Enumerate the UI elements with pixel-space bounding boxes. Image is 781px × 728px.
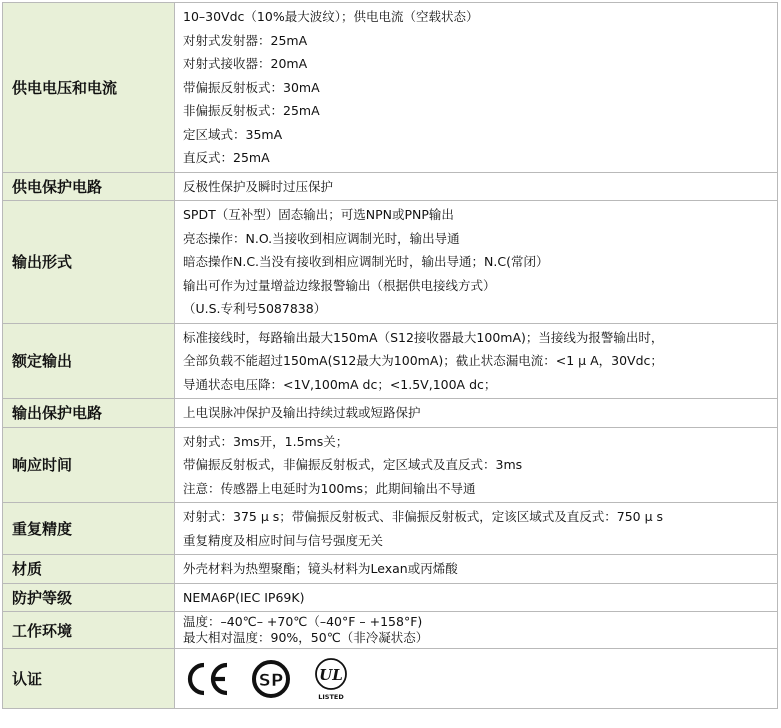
spec-value-line: 导通状态电压降：<1V,100mA dc；<1.5V,100A dc； (183, 376, 497, 392)
spec-value-line: SPDT（互补型）固态输出；可选NPN或PNP输出 (183, 207, 454, 222)
spec-value-line: 外壳材料为热塑聚酯；镜头材料为Lexan或丙烯酸 (183, 561, 458, 576)
spec-label: 重复精度 (3, 503, 175, 555)
spec-value-line: （U.S.专利号5087838） (183, 301, 327, 316)
spec-value-line: 对射式：3ms开，1.5ms关； (183, 433, 349, 449)
spec-value-line: 上电误脉冲保护及输出持续过载或短路保护 (183, 405, 421, 420)
spec-row (3, 399, 778, 428)
spec-row (3, 172, 778, 201)
spec-value (175, 503, 778, 555)
ul-listed-mark-icon (311, 655, 351, 703)
csa-mark-icon (249, 657, 293, 701)
spec-value (175, 399, 778, 428)
spec-value-line: 非偏振反射板式：25mA (183, 103, 320, 118)
spec-value (175, 427, 778, 503)
spec-label: 供电保护电路 (3, 172, 175, 201)
ul-mark-letters: UL (319, 665, 343, 684)
spec-label: 响应时间 (3, 427, 175, 503)
spec-value-line: 标准接线时，每路输出最大150mA（S12接收器最大100mA)；当接线为报警输出时， (183, 329, 664, 345)
csa-mark-letters: SP (258, 670, 284, 691)
spec-value-line: 输出可作为过量增益边缘报警输出（根据供电接线方式） (183, 277, 496, 293)
spec-table (2, 2, 778, 709)
spec-value (175, 172, 778, 201)
spec-label: 工作环境 (3, 612, 175, 649)
spec-label: 输出形式 (3, 201, 175, 324)
spec-value-line: 亮态操作：N.O.当接收到相应调制光时，输出导通 (183, 230, 460, 246)
spec-label: 材质 (3, 555, 175, 584)
spec-value (175, 555, 778, 584)
spec-table-certification (3, 649, 778, 709)
spec-value-line: 带偏振反射板式：30mA (183, 79, 320, 95)
spec-value (175, 201, 778, 324)
spec-value-line: 对射式接收器：20mA (183, 56, 308, 71)
spec-value-line: 带偏振反射板式，非偏振反射板式，定区域式及直反式：3ms (183, 457, 523, 472)
spec-value-line: 对射式发射器：25mA (183, 32, 308, 48)
spec-label: 额定输出 (3, 323, 175, 399)
spec-value-line: NEMA6P(IEC IP69K) (183, 589, 305, 605)
spec-row (3, 201, 778, 324)
spec-value-line: 对射式：375 μ s；带偏振反射板式、非偏振反射板式，定该区域式及直反式：750 μ s (183, 509, 664, 524)
spec-value-line: 10–30Vdc（10%最大波纹）；供电电流（空载状态） (183, 9, 479, 24)
spec-row (3, 583, 778, 612)
spec-row (3, 612, 778, 649)
spec-row (3, 427, 778, 503)
spec-value-line: 注意：传感器上电延时为100ms；此期间输出不导通 (183, 480, 476, 496)
spec-row-certification (3, 649, 778, 709)
ul-listed-text: LISTED (318, 692, 344, 701)
ce-mark-icon (185, 662, 231, 696)
spec-value-line: 全部负载不能超过150mA(S12最大为100mA)；截止状态漏电流：<1 μ A，30Vdc； (183, 353, 663, 368)
spec-label: 供电电压和电流 (3, 3, 175, 173)
certification-label: 认证 (3, 649, 175, 709)
spec-row (3, 555, 778, 584)
spec-row (3, 503, 778, 555)
spec-row (3, 323, 778, 399)
certification-logos (175, 649, 778, 709)
spec-value (175, 583, 778, 612)
spec-value-line: 最大相对温度：90%，50℃（非冷凝状态） (183, 630, 429, 645)
spec-value-line: 重复精度及相应时间与信号强度无关 (183, 532, 384, 548)
spec-value-line: 定区域式：35mA (183, 126, 283, 142)
spec-value (175, 612, 778, 649)
spec-value (175, 3, 778, 173)
spec-value-line: 温度：–40℃– +70℃（–40°F – +158°F) (183, 614, 423, 629)
spec-label: 防护等级 (3, 583, 175, 612)
spec-value-line: 暗态操作N.C.当没有接收到相应调制光时，输出导通；N.C(常闭） (183, 254, 549, 269)
spec-value-line: 反极性保护及瞬时过压保护 (183, 178, 334, 194)
spec-table-body (3, 3, 778, 649)
spec-value-line: 直反式：25mA (183, 150, 270, 165)
spec-row (3, 3, 778, 173)
spec-value (175, 323, 778, 399)
spec-label: 输出保护电路 (3, 399, 175, 428)
